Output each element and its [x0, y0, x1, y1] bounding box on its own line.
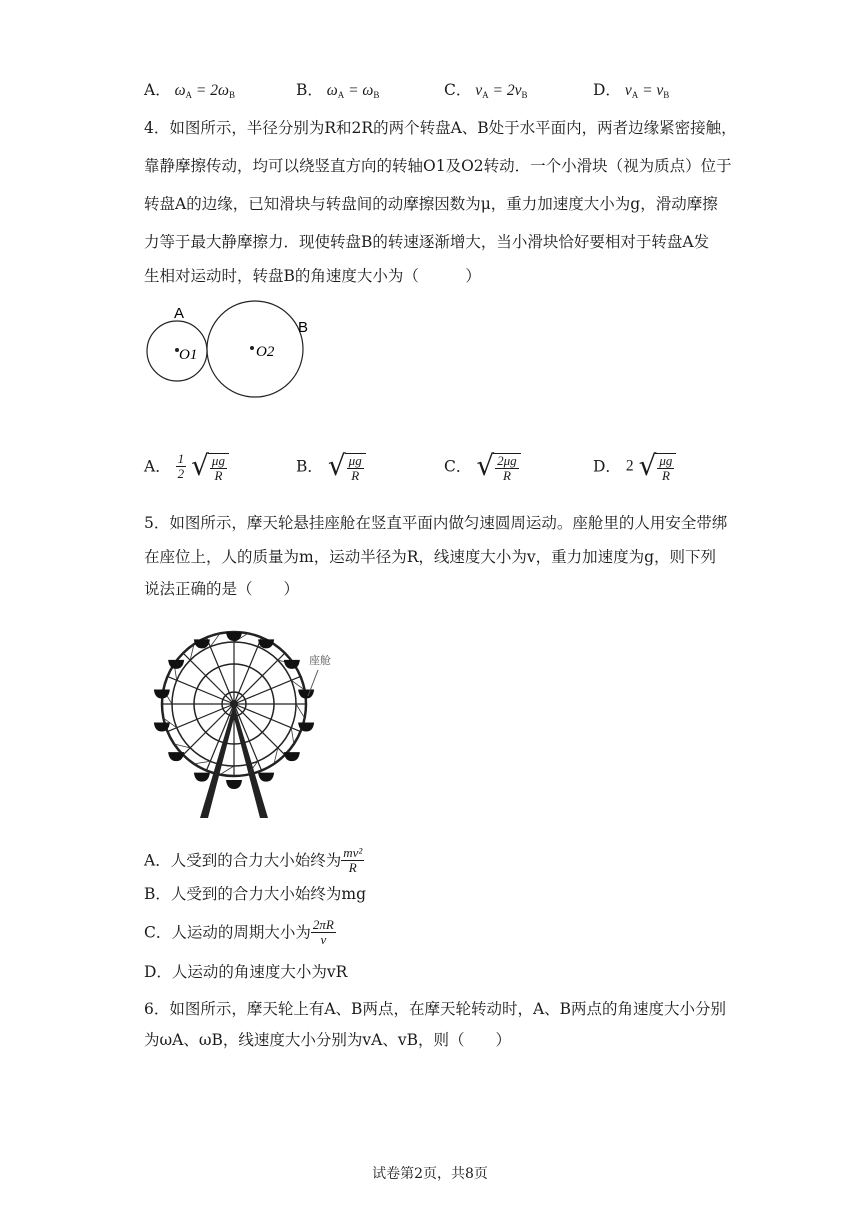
- q5-option-b: B．人受到的合力大小始终为mg: [144, 885, 367, 903]
- frac-den: 2: [177, 466, 185, 481]
- q6-line-1: 6．如图所示，摩天轮上有A、B两点，在摩天轮转动时，A、B两点的角速度大小分别: [144, 1000, 727, 1018]
- frac-den: R: [502, 468, 511, 483]
- disc-a-label: A: [174, 305, 185, 322]
- option-label: C．: [444, 457, 472, 476]
- spoke: [183, 653, 234, 704]
- q4-discs-figure: [140, 298, 330, 398]
- frac-den: R: [214, 468, 223, 483]
- lattice-brace: [291, 728, 294, 744]
- q5-ferris-wheel-figure: [148, 618, 360, 822]
- q3-option-c-expr: $v_A = 2v_B$: [471, 82, 528, 100]
- q4-line-1: 4．如图所示，半径分别为R和2R的两个转盘A、B处于水平面内，两者边缘紧密接触，: [144, 119, 737, 137]
- q4-option-d: [593, 450, 676, 483]
- frac-den: R: [661, 468, 670, 483]
- disc-b-label: B: [298, 319, 309, 336]
- cabin-icon: [168, 752, 184, 761]
- q3-option-a: [144, 80, 235, 105]
- q3-option-d-expr: $v_A = v_B$: [620, 82, 670, 100]
- axis-o2-dot: [250, 346, 254, 350]
- q4-line-4: 力等于最大静摩擦力．现使转盘B的转速逐渐增大，当小滑块恰好要相对于转盘A发: [144, 233, 710, 251]
- lattice-brace: [296, 704, 305, 718]
- q5-line-2: 在座位上，人的质量为m，运动半径为R，线速度大小为v，重力加速度为g，则下列: [144, 548, 717, 566]
- axis-o1-label: O1: [179, 347, 198, 363]
- q4-option-a: [144, 450, 229, 483]
- frac-num: μg: [348, 453, 362, 468]
- ferris-wheel: [154, 632, 314, 818]
- option-label: B．: [296, 81, 323, 99]
- q4-option-a-coef: [176, 452, 187, 481]
- hub: [230, 700, 238, 708]
- option-label: D．: [593, 81, 621, 99]
- q4-option-b-sqrt: √ $\frac{\mu g}{R}$: [328, 450, 366, 483]
- q5-line-1: 5．如图所示，摩天轮悬挂座舱在竖直平面内做匀速圆周运动。座舱里的人用安全带绑: [144, 514, 728, 532]
- q6-line-2: 为ωA、ωB，线速度大小分别为vA、vB，则（ ）: [144, 1031, 511, 1049]
- lattice-brace: [220, 766, 234, 775]
- q5-line-3: 说法正确的是（ ）: [144, 580, 300, 598]
- cabin-icon: [194, 773, 210, 782]
- q3-option-c: [444, 80, 528, 105]
- option-label: B．: [296, 457, 323, 476]
- q5-option-c: [144, 918, 336, 947]
- q4-option-c: [444, 450, 521, 483]
- frac-den: R: [348, 860, 357, 875]
- q3-option-a-expr: $\omega_A = 2\omega_B$: [170, 82, 235, 100]
- option-label: C．: [444, 81, 472, 99]
- frac-num: μg: [659, 453, 673, 468]
- cabin-icon: [298, 690, 314, 699]
- frac-num: mv²: [343, 845, 363, 860]
- frac-num: 1: [177, 451, 185, 466]
- q3-option-d: [593, 80, 669, 105]
- cabin-icon: [226, 780, 242, 789]
- option-text: A．人受到的合力大小始终为: [144, 851, 342, 870]
- axis-o2-label: O2: [256, 344, 275, 360]
- q4-line-3: 转盘A的边缘，已知滑块与转盘间的动摩擦因数为μ，重力加速度大小为g，滑动摩擦: [144, 195, 718, 213]
- frac-num: 2πR: [312, 917, 334, 932]
- q4-line-5: 生相对运动时，转盘B的角速度大小为（ ）: [144, 267, 481, 285]
- spoke: [234, 653, 285, 704]
- q4-option-c-sqrt: √ $\frac{2\mu g}{R}$: [476, 450, 520, 483]
- frac-den: R: [351, 468, 360, 483]
- q4-option-a-sqrt: √ $\frac{\mu g}{R}$: [191, 450, 229, 483]
- q4-option-d-coef: 2: [625, 457, 634, 475]
- q4-line-2: 靠静摩擦传动，均可以绕竖直方向的转轴O1及O2转动．一个小滑块（视为质点）位于: [144, 157, 732, 175]
- cabin-icon: [226, 632, 242, 641]
- cabin-label: 座舱: [309, 654, 331, 667]
- q5-option-a: [144, 846, 364, 875]
- frac-den: v: [320, 932, 327, 947]
- cabin-icon: [258, 773, 274, 782]
- q5-option-d: D．人运动的角速度大小为vR: [144, 963, 348, 981]
- cabin-icon: [258, 639, 274, 648]
- option-label: A．: [144, 457, 171, 476]
- disc-b: [207, 301, 303, 397]
- lattice-brace: [194, 761, 210, 764]
- q5-option-a-frac: [341, 846, 364, 875]
- q4-option-d-sqrt: √ $\frac{\mu g}{R}$: [639, 450, 677, 483]
- frac-num: μg: [211, 453, 225, 468]
- page-footer: 试卷第2页，共8页: [372, 1166, 488, 1182]
- option-text: C．人运动的周期大小为: [144, 923, 311, 942]
- option-label: D．: [593, 457, 621, 476]
- option-label: A．: [144, 81, 171, 99]
- cabin-icon: [284, 752, 300, 761]
- q3-option-b-expr: $\omega_A = \omega_B$: [322, 82, 380, 100]
- cabin-icon: [194, 639, 210, 648]
- q5-option-c-frac: [311, 918, 336, 947]
- q4-option-b: [296, 450, 366, 483]
- frac-num: 2μg: [497, 453, 517, 468]
- q3-option-b: [296, 80, 379, 105]
